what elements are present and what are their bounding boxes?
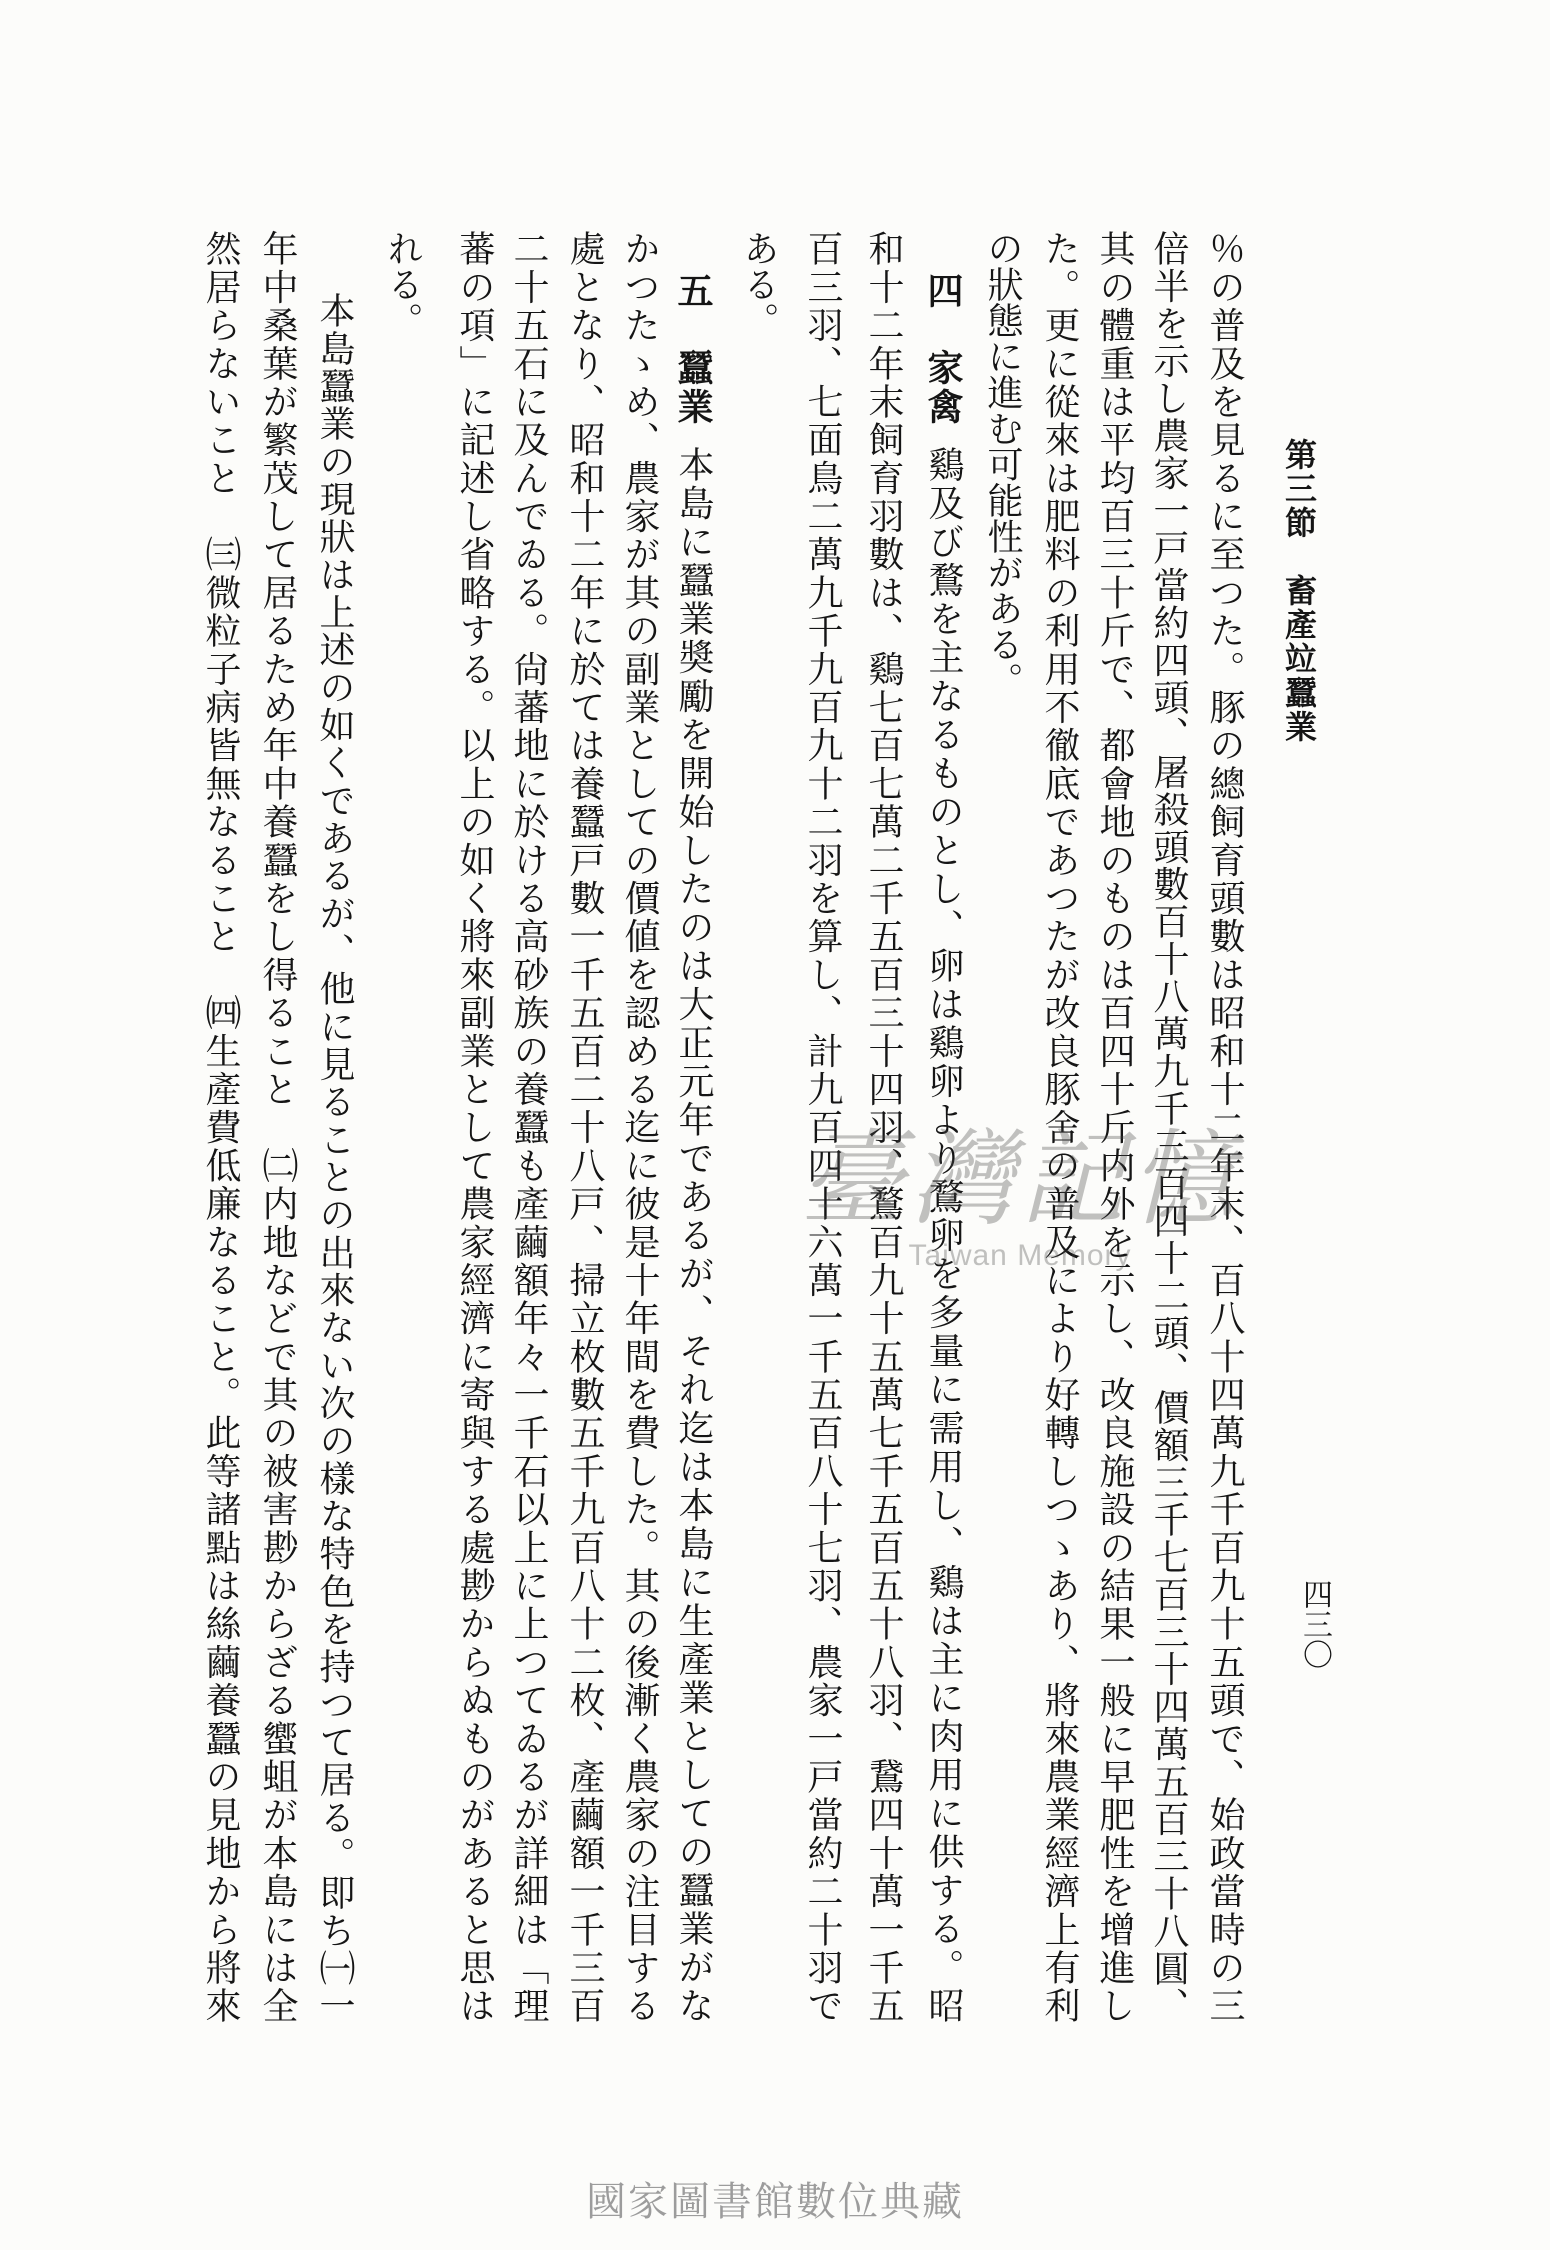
subsection-heading-sericulture: 五 蠶業 bbox=[672, 272, 714, 427]
subsection-heading-poultry: 四 家禽 bbox=[922, 272, 964, 427]
text-column: 其の體重は平均百三十斤で、都會地のものは百四十斤内外を示し、改良施設の結果一般に早肥性を增進し bbox=[1094, 230, 1135, 2023]
text-column: 和十二年末飼育羽數は、鷄七百七萬二千五百三十四羽、鶩百九十五萬七千五百五十八羽、鵞四十萬一千五 bbox=[863, 230, 904, 2023]
text-column: れる。 bbox=[382, 230, 423, 338]
watermark-subtitle: Taiwan Memory bbox=[908, 1239, 1132, 1272]
text-segment: 鷄及び鶩を主なるものとし、卵は鷄卵より鶩卵を多量に需用し、鷄は主に肉用に供する。昭 bbox=[923, 445, 964, 2023]
text-column: 二十五石に及んでゐる。尙蕃地に於ける高砂族の養蠶も產繭額年々一千石以上に上つてゐるが詳細は「理 bbox=[508, 230, 549, 2023]
text-column: 處となり、昭和十二年に於ては養蠶戸數一千五百二十八戸、掃立枚數五千九百八十二枚、產繭額一千三百 bbox=[564, 230, 605, 2023]
text-segment: 本島に蠶業奬勵を開始したのは大正元年であるが、それ迄は本島に生產業としての蠶業がな bbox=[673, 445, 714, 2023]
watermark-title: 臺灣記憶 bbox=[799, 1118, 1240, 1240]
text-column: の狀態に進む可能性がある。 bbox=[982, 230, 1023, 698]
text-column-poultry-heading bbox=[922, 272, 964, 2023]
text-column: 百三羽、七面鳥二萬九千九百九十二羽を算し、計九百四十六萬一千五百八十七羽、農家一戸當約二十羽で bbox=[802, 230, 843, 2023]
section-title: 第三節 畜產竝蠶業 bbox=[1280, 438, 1318, 744]
text-column: ％の普及を見るに至つた。豚の總飼育頭數は昭和十二年末、百八十四萬九千百九十五頭で、始政當時の三 bbox=[1204, 230, 1245, 2023]
archive-source-label: 國家圖書館數位典藏 bbox=[586, 2179, 964, 2225]
text-column: 蕃の項」に記述し省略する。以上の如く將來副業として農家經濟に寄與する處尠からぬものがあると思は bbox=[454, 230, 495, 2023]
text-column: た。更に從來は肥料の利用不徹底であつたが改良豚舍の普及により好轉しつゝあり、將來農業經濟上有利 bbox=[1039, 230, 1080, 2023]
text-column-sericulture-heading bbox=[672, 272, 714, 2023]
text-column: 倍半を示し農家一戸當約四頭、屠殺頭數百十八萬九千三百四十二頭、價額三千七百三十四萬五百三十八圓、 bbox=[1148, 230, 1189, 2023]
text-column: ある。 bbox=[738, 230, 779, 338]
page-number: 四三〇 bbox=[1297, 1579, 1332, 1669]
text-column: 然居らないこと ㈢微粒子病皆無なること ㈣生產費低廉なること。此等諸點は絲繭養蠶の見地から將來 bbox=[200, 230, 241, 2023]
text-column: 年中桑葉が繁茂して居るため年中養蠶をし得ること ㈡内地などで其の被害尠からざる蠁蛆が本島には全 bbox=[257, 230, 298, 2023]
text-column: 本島蠶業の現狀は上述の如くであるが、他に見ることの出來ない次の樣な特色を持つて居る。即ち㈠一 bbox=[314, 292, 355, 2023]
text-column: かつたゝめ、農家が其の副業としての價値を認める迄に彼是十年間を費した。其の後漸く農家の注目する bbox=[619, 230, 660, 2023]
